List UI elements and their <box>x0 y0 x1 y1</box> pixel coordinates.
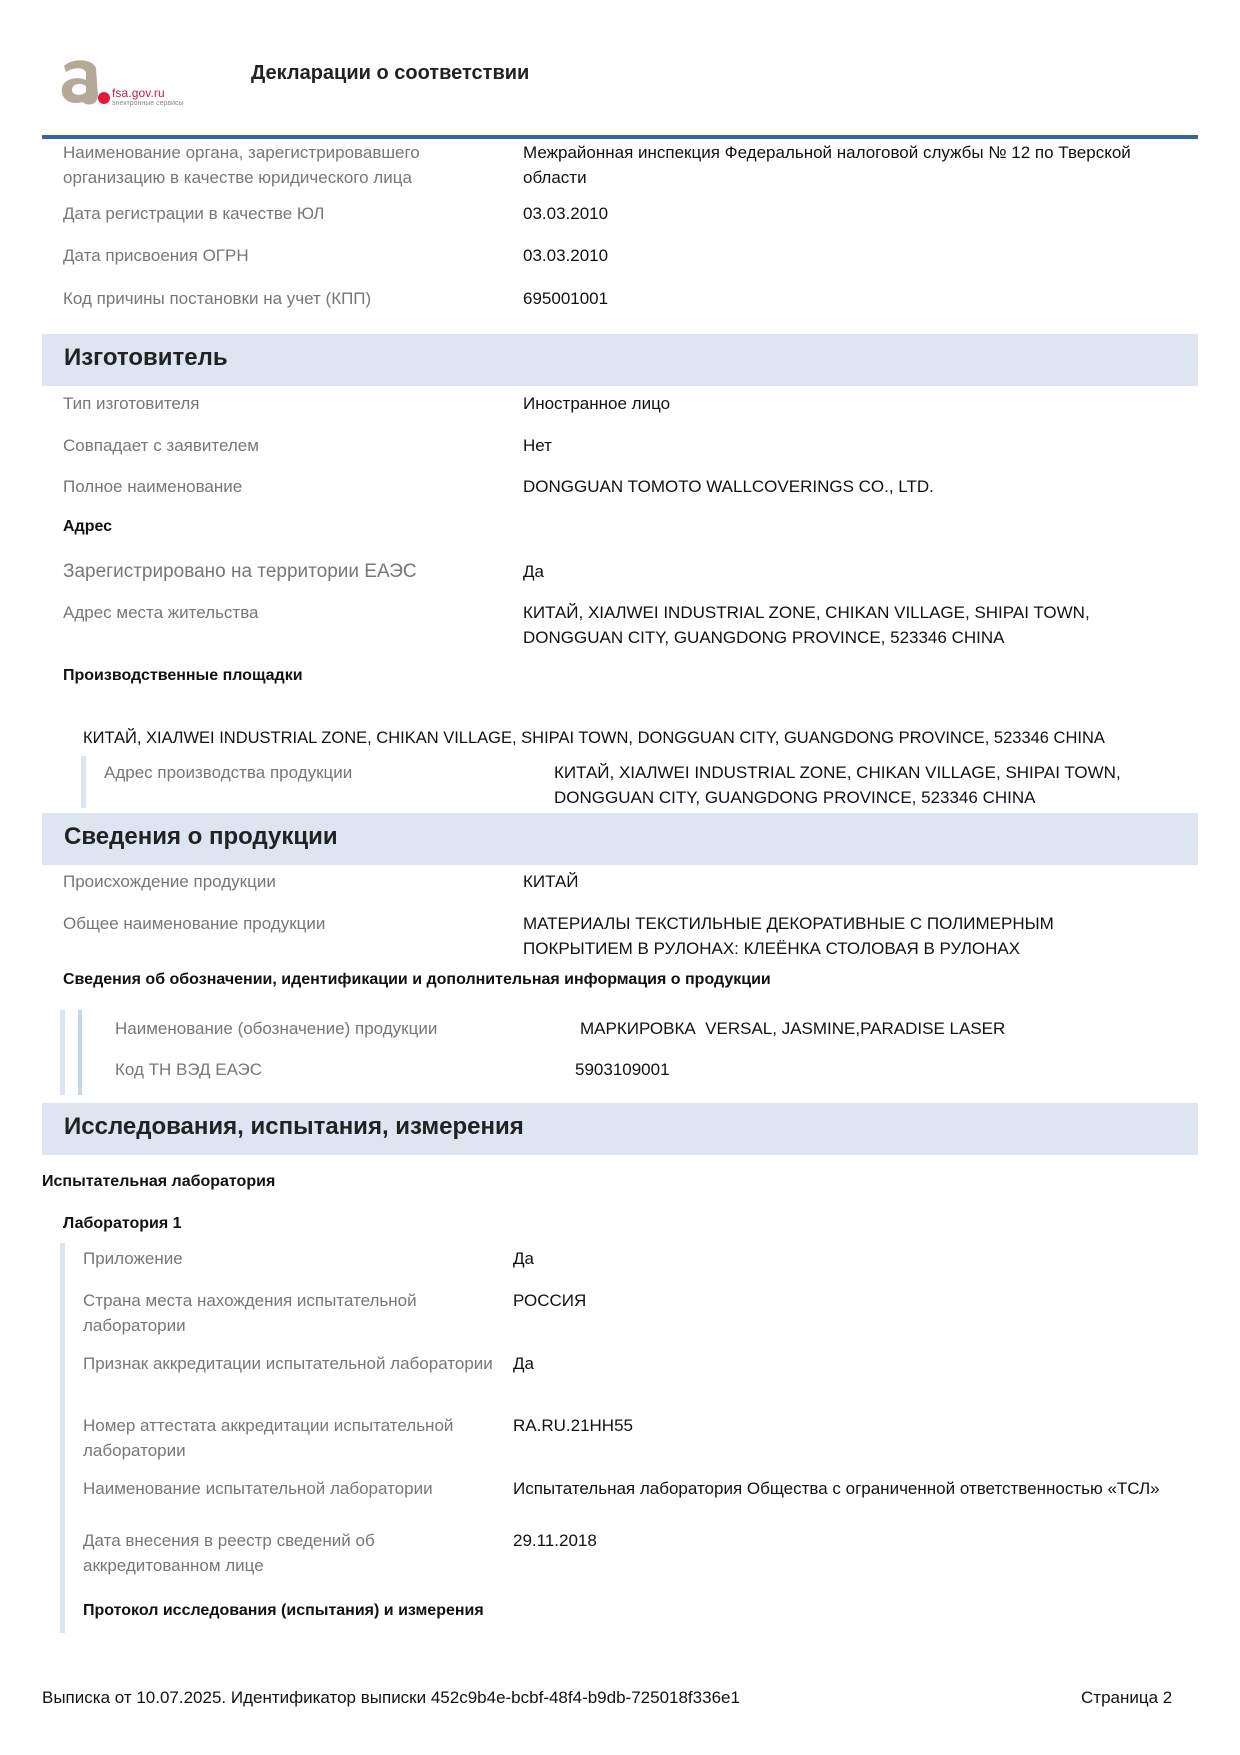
nested-block-bar <box>81 756 86 808</box>
production-sites-heading: Производственные площадки <box>63 667 303 684</box>
field-label: Наименование испытательной лаборатории <box>83 1479 433 1498</box>
address-heading: Адрес <box>63 518 113 535</box>
extract-info: Выписка от 10.07.2025. Идентификатор выписки 452c9b4e-bcbf-48f4-b9db-725018f336e1 <box>42 1688 740 1707</box>
field-value: МАРКИРОВКА VERSAL, JASMINE,PARADISE LASER <box>580 1019 1006 1038</box>
field-label: Полное наименование <box>63 477 243 496</box>
field-label: Дата присвоения ОГРН <box>63 246 249 265</box>
field-value: Иностранное лицо <box>523 394 671 413</box>
nested-block-bar-outer <box>60 1010 65 1095</box>
field-value: КИТАЙ, XIAЛWEI INDUSTRIAL ZONE, CHIKAN VILLAGE, SHIPAI TOWN, DONGGUAN CITY, GUANGDONG PROVINCE, 523346 CHINA <box>523 603 1090 647</box>
logo-url-text: fsa.gov.ru <box>112 86 165 100</box>
section-title: Сведения о продукции <box>64 823 338 850</box>
field-label: Происхождение продукции <box>63 872 276 891</box>
field-value: 29.11.2018 <box>513 1531 597 1550</box>
field-label: Страна места нахождения испытательной лаборатории <box>83 1291 417 1335</box>
page-number: Страница 2 <box>1081 1688 1173 1707</box>
field-label: Дата регистрации в качестве ЮЛ <box>63 204 325 223</box>
field-label: Наименование органа, зарегистрировавшего организацию в качестве юридического лица <box>63 143 420 187</box>
field-value: КИТАЙ <box>523 872 579 891</box>
field-value: 03.03.2010 <box>523 204 609 223</box>
document-title: Декларации о соответствии <box>251 62 530 84</box>
field-value: Нет <box>523 436 552 455</box>
nested-block-bar-inner <box>78 1010 82 1095</box>
field-value: 695001001 <box>523 289 609 308</box>
lab-name: Лаборатория 1 <box>63 1215 182 1232</box>
field-value: Да <box>523 562 544 581</box>
section-header-manufacturer <box>42 334 1198 386</box>
field-value: 5903109001 <box>575 1060 670 1079</box>
field-value: Да <box>513 1249 534 1268</box>
nested-block-bar <box>60 1243 65 1633</box>
field-label: Адрес места жительства <box>63 603 259 622</box>
field-label: Общее наименование продукции <box>63 914 326 933</box>
identification-heading: Сведения об обозначении, идентификации и дополнительная информация о продукции <box>63 971 771 988</box>
field-label: Код причины постановки на учет (КПП) <box>63 289 372 308</box>
field-label: Зарегистрировано на территории ЕАЭС <box>63 561 417 582</box>
field-label: Адрес производства продукции <box>104 763 353 782</box>
field-value: РОССИЯ <box>513 1291 587 1310</box>
logo-subtitle: электронные сервисы <box>112 100 184 107</box>
field-label: Приложение <box>83 1249 183 1268</box>
field-value: Испытательная лаборатория Общества с ограниченной ответственностью «ТСЛ» <box>513 1479 1160 1498</box>
field-label: Признак аккредитации испытательной лаборатории <box>83 1354 493 1373</box>
field-value: RA.RU.21HH55 <box>513 1416 633 1435</box>
section-header-research <box>42 1103 1198 1155</box>
field-value: Да <box>513 1354 534 1373</box>
field-label: Совпадает с заявителем <box>63 436 259 455</box>
header-divider <box>42 135 1198 139</box>
section-title: Исследования, испытания, измерения <box>64 1113 524 1140</box>
field-label: Тип изготовителя <box>63 394 200 413</box>
section-title: Изготовитель <box>64 344 228 371</box>
field-value: КИТАЙ, XIAЛWEI INDUSTRIAL ZONE, CHIKAN VILLAGE, SHIPAI TOWN, DONGGUAN CITY, GUANGDONG PROVINCE, 523346 CHINA <box>554 763 1121 807</box>
lab-heading: Испытательная лаборатория <box>42 1173 276 1190</box>
field-label: Код ТН ВЭД ЕАЭС <box>115 1060 263 1079</box>
section-header-product <box>42 813 1198 865</box>
field-value: Межрайонная инспекция Федеральной налоговой службы № 12 по Тверской области <box>523 143 1131 187</box>
field-label: Дата внесения в реестр сведений об аккредитованном лице <box>83 1531 375 1575</box>
production-site-title: КИТАЙ, XIAЛWEI INDUSTRIAL ZONE, CHIKAN VILLAGE, SHIPAI TOWN, DONGGUAN CITY, GUANGDONG PROVINCE, 523346 CHINA <box>83 729 1105 747</box>
field-value: МАТЕРИАЛЫ ТЕКСТИЛЬНЫЕ ДЕКОРАТИВНЫЕ С ПОЛИМЕРНЫМ ПОКРЫТИЕМ В РУЛОНАХ: КЛЕЁНКА СТОЛОВАЯ В РУЛОНАХ <box>523 914 1054 958</box>
field-value: 03.03.2010 <box>523 246 609 265</box>
field-label: Номер аттестата аккредитации испытательной лаборатории <box>83 1416 454 1460</box>
fsa-logo-icon <box>58 58 114 110</box>
field-value: DONGGUAN TOMOTO WALLCOVERINGS CO., LTD. <box>523 477 934 496</box>
field-label: Наименование (обозначение) продукции <box>115 1019 438 1038</box>
protocol-heading: Протокол исследования (испытания) и измерения <box>83 1602 484 1619</box>
